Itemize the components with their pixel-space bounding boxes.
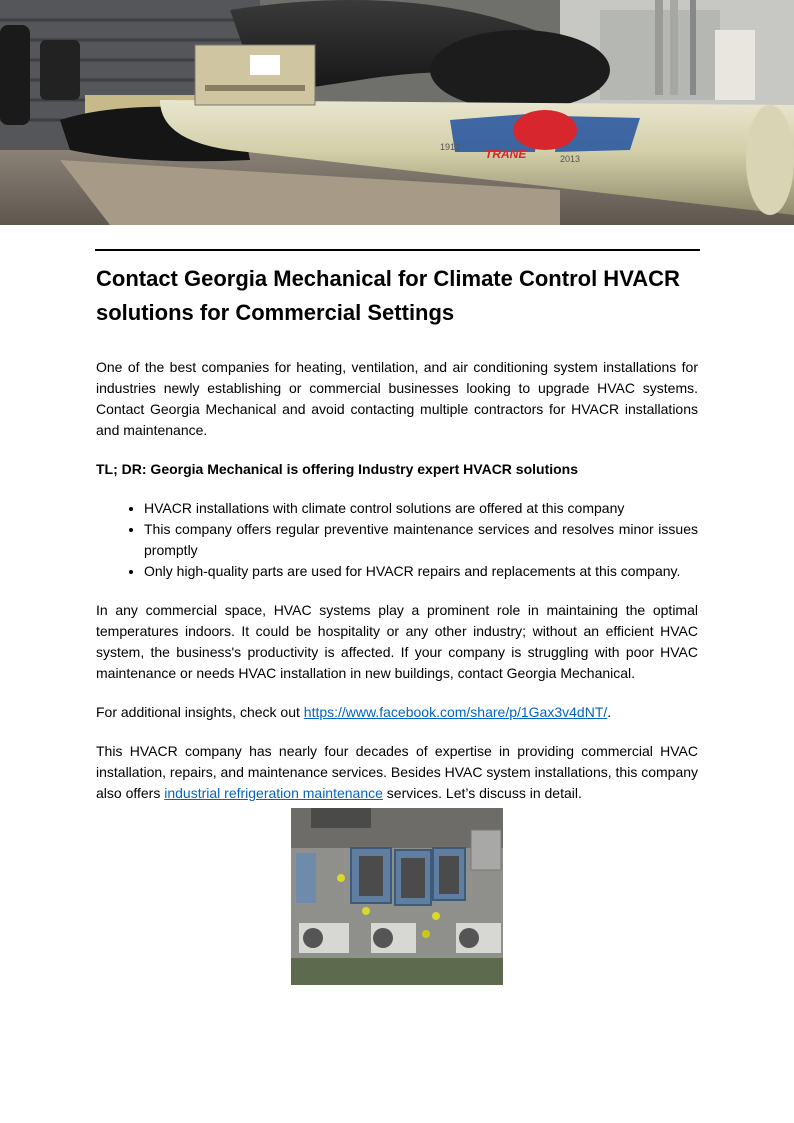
list-item: • This company offers regular preventive maintenance services and resolves minor issues promptly — [144, 519, 698, 561]
svg-text:1913: 1913 — [440, 142, 461, 152]
insights-paragraph — [96, 702, 698, 723]
expertise-text: This HVACR company has nearly four decades of expertise in providing commercial HVAC installation, repairs, and maintenance services. Besides HVAC system installations, this company also offers — [96, 743, 699, 801]
article-title: Contact Georgia Mechanical for Climate Control HVACR solutions for Commercial Settings — [96, 266, 680, 325]
expertise-suffix: services. Let’s discuss in detail. — [382, 785, 582, 801]
tldr-heading: TL; DR: Georgia Mechanical is offering Industry expert HVACR solutions — [96, 461, 579, 477]
title-divider — [95, 249, 700, 251]
highlights-list — [96, 498, 698, 582]
expertise-paragraph — [96, 741, 698, 804]
rooftop-photo — [291, 808, 503, 985]
chiller-photo — [0, 0, 794, 225]
hero-image — [0, 0, 794, 225]
facebook-link[interactable]: https://www.facebook.com/share/p/1Gax3v4dNT/ — [303, 704, 608, 720]
context-paragraph: In any commercial space, HVAC systems play a prominent role in maintaining the optimal temperatures indoors. It could be hospitality or any other industry; without an efficient HVAC system, the business's productivity is affected. If your company is struggling with poor HVAC maintenance or needs HVAC installation in new buildings, contact Georgia Mechanical. — [96, 602, 698, 681]
svg-text:TRANE: TRANE — [485, 147, 527, 161]
rooftop-image — [291, 808, 503, 985]
svg-text:2013: 2013 — [560, 154, 581, 164]
list-item: • HVACR installations with climate control solutions are offered at this company — [144, 498, 698, 519]
article-body — [96, 262, 698, 822]
insights-prefix: For additional insights, check out — [96, 704, 304, 720]
refrigeration-link[interactable]: industrial refrigeration maintenance — [164, 785, 383, 801]
insights-suffix: . — [607, 704, 612, 720]
intro-paragraph: One of the best companies for heating, ventilation, and air conditioning system installations for industries newly establishing or commercial businesses looking to upgrade HVAC systems. Contact Georgia Mechanical and avoid contacting multiple contractors for HVACR installations and maintenance. — [96, 359, 698, 438]
list-item: • Only high-quality parts are used for HVACR repairs and replacements at this company. — [144, 561, 698, 582]
